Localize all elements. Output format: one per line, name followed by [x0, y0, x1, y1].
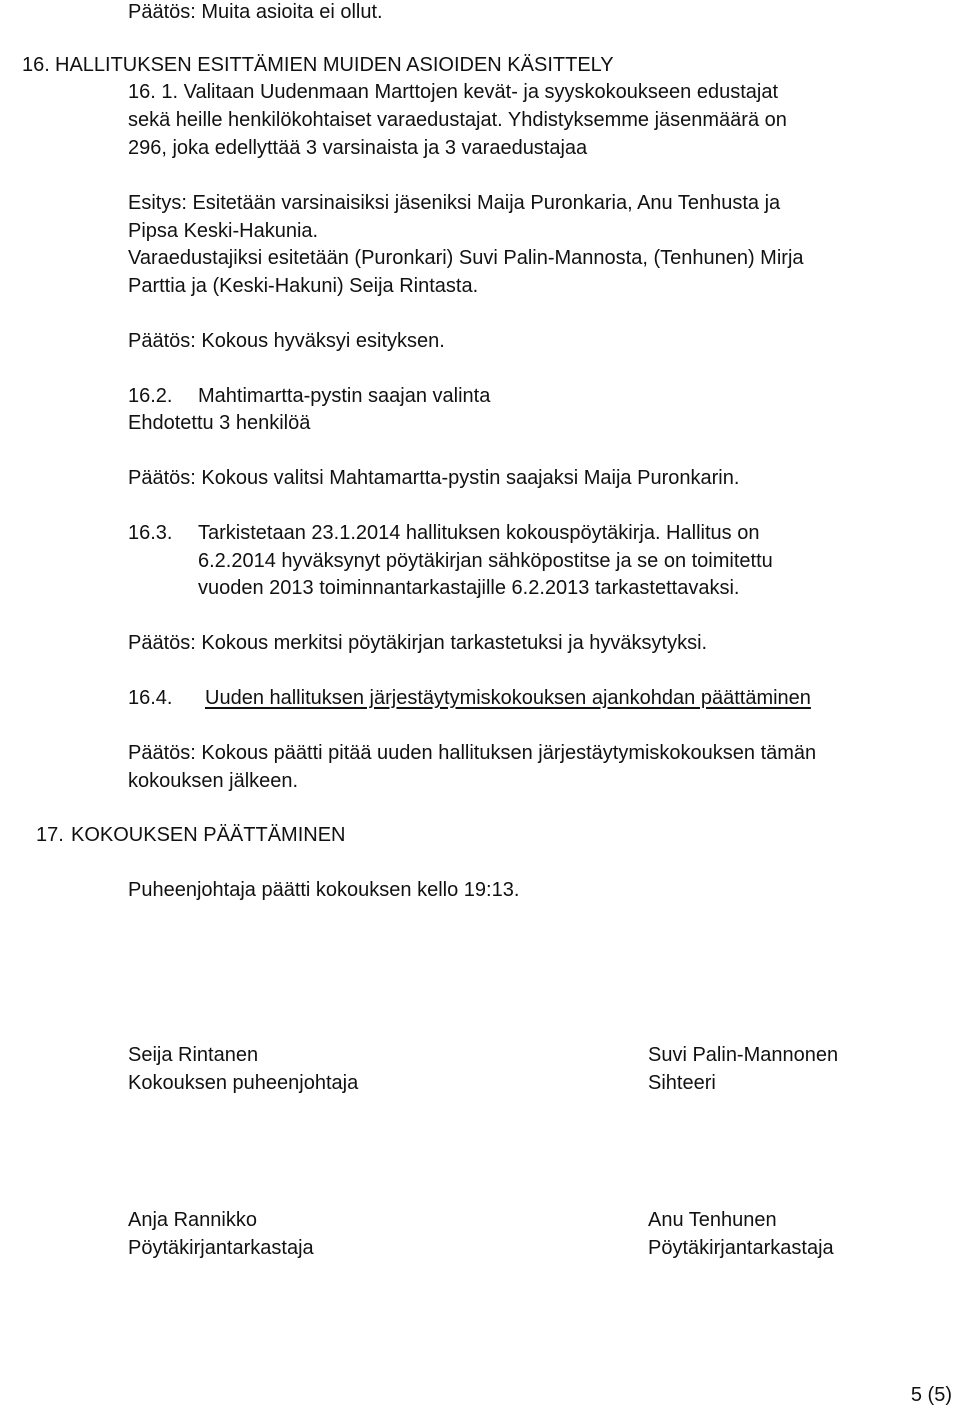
item-16-2-note: Ehdotettu 3 henkilöä: [128, 412, 311, 434]
section-17-number: 17.: [36, 824, 64, 846]
signature-name: Anu Tenhunen: [648, 1209, 777, 1231]
section-16-heading: HALLITUKSEN ESITTÄMIEN MUIDEN ASIOIDEN KÄSITTELY: [55, 54, 614, 76]
item-16-3-number: 16.3.: [128, 522, 173, 544]
signature-name: Seija Rintanen: [128, 1044, 259, 1066]
item-16-1-decision: Päätös: Kokous hyväksyi esityksen.: [128, 330, 445, 352]
item-16-3-line-2: 6.2.2014 hyväksynyt pöytäkirjan sähköpostitse ja se on toimitettu: [198, 550, 773, 572]
item-16-4-number: 16.4.: [128, 687, 173, 709]
signature-role: Kokouksen puheenjohtaja: [128, 1072, 359, 1094]
item-16-2-number: 16.2.: [128, 385, 173, 407]
section-16-number: 16.: [22, 54, 50, 76]
item-16-1-line-2: sekä heille henkilökohtaiset varaedustajat. Yhdistyksemme jäsenmäärä on: [128, 109, 787, 131]
signature-role: Sihteeri: [648, 1072, 716, 1094]
item-16-1-proposal-line-1: Esitys: Esitetään varsinaisiksi jäseniksi Maija Puronkaria, Anu Tenhusta ja: [128, 192, 781, 214]
item-16-2-title: Mahtimartta-pystin saajan valinta: [198, 385, 491, 407]
signature-name: Anja Rannikko: [128, 1209, 257, 1231]
previous-decision: Päätös: Muita asioita ei ollut.: [128, 1, 383, 23]
item-16-4-title: Uuden hallituksen järjestäytymiskokouksen ajankohdan päättäminen: [205, 687, 811, 709]
page-number: 5 (5): [910, 1384, 952, 1406]
closing-statement: Puheenjohtaja päätti kokouksen kello 19:13.: [128, 879, 520, 901]
item-16-1-proposal-line-3: Varaedustajiksi esitetään (Puronkari) Suvi Palin-Mannosta, (Tenhunen) Mirja: [128, 247, 804, 269]
section-17-heading: KOKOUKSEN PÄÄTTÄMINEN: [71, 824, 346, 846]
item-16-1-proposal-line-2: Pipsa Keski-Hakunia.: [128, 220, 319, 242]
item-16-1-proposal-line-4: Parttia ja (Keski-Hakuni) Seija Rintasta.: [128, 275, 479, 297]
signature-role: Pöytäkirjantarkastaja: [648, 1237, 834, 1259]
item-16-4-decision-line-2: kokouksen jälkeen.: [128, 770, 299, 792]
item-16-1-line-3: 296, joka edellyttää 3 varsinaista ja 3 varaedustajaa: [128, 137, 588, 159]
item-16-3-line-1: Tarkistetaan 23.1.2014 hallituksen kokouspöytäkirja. Hallitus on: [198, 522, 760, 544]
item-16-3-line-3: vuoden 2013 toiminnantarkastajille 6.2.2013 tarkastettavaksi.: [198, 577, 740, 599]
item-16-2-decision: Päätös: Kokous valitsi Mahtamartta-pystin saajaksi Maija Puronkarin.: [128, 467, 740, 489]
signature-name: Suvi Palin-Mannonen: [648, 1044, 839, 1066]
signature-role: Pöytäkirjantarkastaja: [128, 1237, 314, 1259]
item-16-1-line-1: 16. 1. Valitaan Uudenmaan Marttojen kevät- ja syyskokoukseen edustajat: [128, 81, 778, 103]
item-16-3-decision: Päätös: Kokous merkitsi pöytäkirjan tarkastetuksi ja hyväksytyksi.: [128, 632, 708, 654]
item-16-4-decision-line-1: Päätös: Kokous päätti pitää uuden hallituksen järjestäytymiskokouksen tämän: [128, 742, 817, 764]
